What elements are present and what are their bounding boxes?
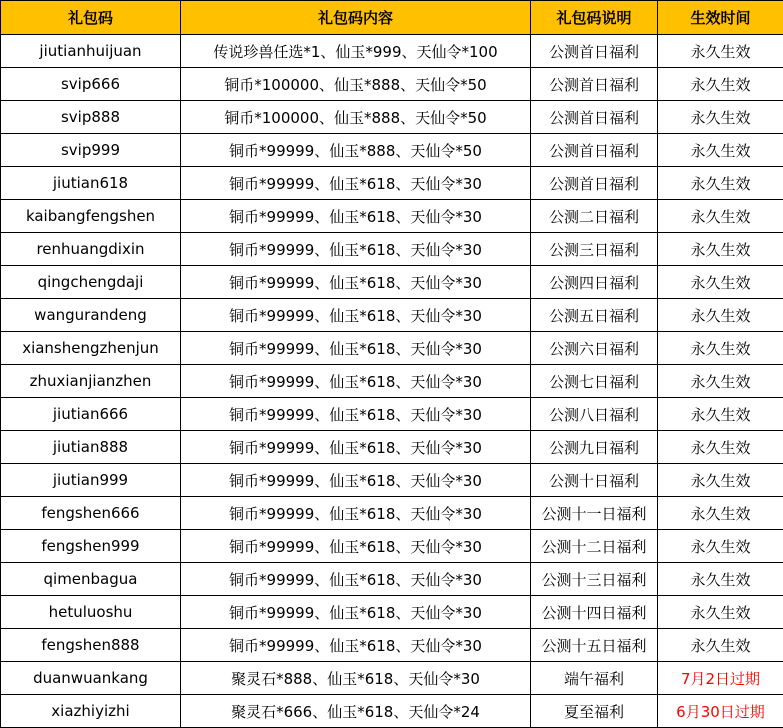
cell-gift-content: 传说珍兽任选*1、仙玉*999、天仙令*100	[181, 35, 531, 68]
cell-effective-time: 永久生效	[658, 497, 783, 530]
cell-description: 公测九日福利	[531, 431, 658, 464]
cell-effective-time: 永久生效	[658, 629, 783, 662]
table-row	[1, 695, 783, 728]
cell-gift-content: 铜币*99999、仙玉*618、天仙令*30	[181, 200, 531, 233]
table-row	[1, 497, 783, 530]
cell-gift-content: 铜币*100000、仙玉*888、天仙令*50	[181, 68, 531, 101]
table-row	[1, 233, 783, 266]
cell-description: 公测十五日福利	[531, 629, 658, 662]
cell-description: 公测首日福利	[531, 101, 658, 134]
cell-description: 公测七日福利	[531, 365, 658, 398]
cell-description: 公测二日福利	[531, 200, 658, 233]
cell-effective-time: 永久生效	[658, 134, 783, 167]
cell-gift-code: hetuluoshu	[1, 596, 181, 629]
cell-description: 公测八日福利	[531, 398, 658, 431]
cell-effective-time: 6月30日过期	[658, 695, 783, 728]
cell-description: 公测十三日福利	[531, 563, 658, 596]
cell-gift-content: 铜币*99999、仙玉*618、天仙令*30	[181, 596, 531, 629]
table-body	[1, 35, 783, 728]
cell-gift-content: 铜币*99999、仙玉*618、天仙令*30	[181, 233, 531, 266]
cell-gift-code: kaibangfengshen	[1, 200, 181, 233]
cell-effective-time: 永久生效	[658, 35, 783, 68]
cell-effective-time: 永久生效	[658, 233, 783, 266]
cell-description: 公测首日福利	[531, 35, 658, 68]
header-content: 礼包码内容	[181, 1, 531, 35]
cell-gift-code: svip999	[1, 134, 181, 167]
cell-description: 公测十日福利	[531, 464, 658, 497]
cell-gift-content: 铜币*99999、仙玉*618、天仙令*30	[181, 563, 531, 596]
cell-gift-content: 铜币*99999、仙玉*618、天仙令*30	[181, 167, 531, 200]
cell-gift-code: fengshen888	[1, 629, 181, 662]
cell-gift-code: svip888	[1, 101, 181, 134]
cell-gift-content: 铜币*99999、仙玉*618、天仙令*30	[181, 431, 531, 464]
cell-description: 公测首日福利	[531, 167, 658, 200]
cell-effective-time: 永久生效	[658, 101, 783, 134]
cell-gift-content: 铜币*99999、仙玉*618、天仙令*30	[181, 299, 531, 332]
cell-gift-code: renhuangdixin	[1, 233, 181, 266]
cell-gift-content: 铜币*99999、仙玉*618、天仙令*30	[181, 629, 531, 662]
cell-effective-time: 永久生效	[658, 398, 783, 431]
cell-gift-code: qimenbagua	[1, 563, 181, 596]
table-row	[1, 431, 783, 464]
cell-effective-time: 永久生效	[658, 530, 783, 563]
table-row	[1, 35, 783, 68]
cell-description: 公测五日福利	[531, 299, 658, 332]
table-row	[1, 662, 783, 695]
cell-description: 公测四日福利	[531, 266, 658, 299]
cell-effective-time: 永久生效	[658, 167, 783, 200]
cell-gift-code: fengshen999	[1, 530, 181, 563]
table-row	[1, 563, 783, 596]
table-row	[1, 332, 783, 365]
cell-gift-code: qingchengdaji	[1, 266, 181, 299]
cell-effective-time: 永久生效	[658, 431, 783, 464]
cell-description: 端午福利	[531, 662, 658, 695]
cell-description: 公测六日福利	[531, 332, 658, 365]
cell-description: 公测十四日福利	[531, 596, 658, 629]
header-effective-time: 生效时间	[658, 1, 783, 35]
cell-gift-content: 铜币*99999、仙玉*888、天仙令*50	[181, 134, 531, 167]
table-row	[1, 596, 783, 629]
table-header	[1, 1, 783, 35]
cell-effective-time: 7月2日过期	[658, 662, 783, 695]
cell-gift-code: xianshengzhenjun	[1, 332, 181, 365]
table-row	[1, 398, 783, 431]
cell-gift-content: 铜币*99999、仙玉*618、天仙令*30	[181, 497, 531, 530]
cell-gift-content: 聚灵石*888、仙玉*618、天仙令*30	[181, 662, 531, 695]
header-description: 礼包码说明	[531, 1, 658, 35]
table-row	[1, 299, 783, 332]
table-row	[1, 530, 783, 563]
table-row	[1, 200, 783, 233]
cell-description: 公测首日福利	[531, 68, 658, 101]
cell-gift-code: xiazhiyizhi	[1, 695, 181, 728]
cell-gift-code: jiutian888	[1, 431, 181, 464]
cell-gift-code: jiutianhuijuan	[1, 35, 181, 68]
cell-gift-code: wangurandeng	[1, 299, 181, 332]
cell-effective-time: 永久生效	[658, 299, 783, 332]
table-row	[1, 134, 783, 167]
table-row	[1, 68, 783, 101]
cell-description: 公测十一日福利	[531, 497, 658, 530]
cell-gift-code: duanwuankang	[1, 662, 181, 695]
cell-effective-time: 永久生效	[658, 596, 783, 629]
cell-gift-content: 聚灵石*666、仙玉*618、天仙令*24	[181, 695, 531, 728]
cell-gift-code: jiutian618	[1, 167, 181, 200]
header-code: 礼包码	[1, 1, 181, 35]
cell-description: 公测首日福利	[531, 134, 658, 167]
cell-description: 公测三日福利	[531, 233, 658, 266]
cell-effective-time: 永久生效	[658, 365, 783, 398]
table-row	[1, 464, 783, 497]
table-row	[1, 629, 783, 662]
header-row	[1, 1, 783, 35]
cell-gift-content: 铜币*99999、仙玉*618、天仙令*30	[181, 332, 531, 365]
table-row	[1, 101, 783, 134]
cell-description: 夏至福利	[531, 695, 658, 728]
table-row	[1, 365, 783, 398]
cell-effective-time: 永久生效	[658, 464, 783, 497]
cell-gift-content: 铜币*99999、仙玉*618、天仙令*30	[181, 266, 531, 299]
cell-effective-time: 永久生效	[658, 68, 783, 101]
cell-gift-content: 铜币*99999、仙玉*618、天仙令*30	[181, 365, 531, 398]
cell-effective-time: 永久生效	[658, 332, 783, 365]
cell-gift-code: zhuxianjianzhen	[1, 365, 181, 398]
cell-effective-time: 永久生效	[658, 200, 783, 233]
cell-gift-code: jiutian666	[1, 398, 181, 431]
cell-gift-content: 铜币*99999、仙玉*618、天仙令*30	[181, 530, 531, 563]
cell-gift-code: svip666	[1, 68, 181, 101]
cell-gift-code: jiutian999	[1, 464, 181, 497]
cell-gift-code: fengshen666	[1, 497, 181, 530]
cell-gift-content: 铜币*99999、仙玉*618、天仙令*30	[181, 464, 531, 497]
cell-gift-content: 铜币*99999、仙玉*618、天仙令*30	[181, 398, 531, 431]
table-row	[1, 167, 783, 200]
cell-effective-time: 永久生效	[658, 266, 783, 299]
table-row	[1, 266, 783, 299]
cell-description: 公测十二日福利	[531, 530, 658, 563]
cell-gift-content: 铜币*100000、仙玉*888、天仙令*50	[181, 101, 531, 134]
cell-effective-time: 永久生效	[658, 563, 783, 596]
